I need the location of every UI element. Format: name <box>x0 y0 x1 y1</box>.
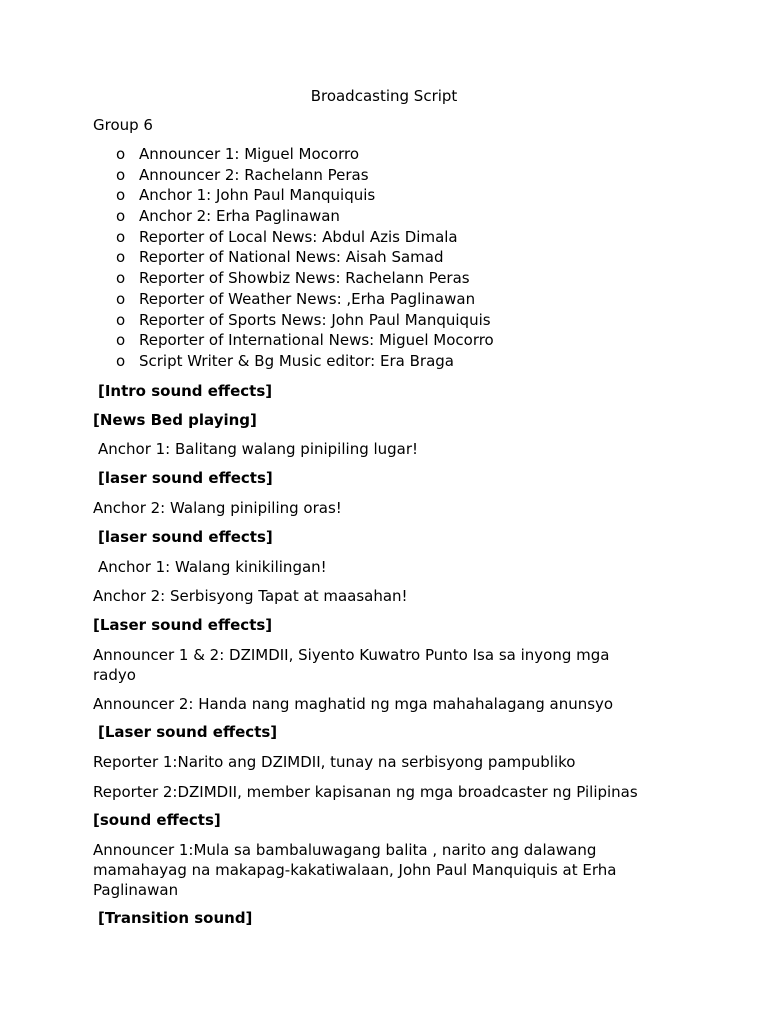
list-item <box>0 227 768 248</box>
list-item <box>0 144 768 165</box>
cue-laser-sound-effects: [laser sound effects] <box>98 528 273 546</box>
member-announcer-1: Announcer 1: Miguel Mocorro <box>139 145 360 163</box>
cue-sound-effects: [sound effects] <box>93 811 221 829</box>
script-line-announcer-2: Announcer 2: Handa nang maghatid ng mga mahahalagang anunsyo <box>93 695 614 713</box>
cue-laser-sound-effects: [Laser sound effects] <box>98 723 278 741</box>
bullet-marker-icon: o <box>116 351 126 370</box>
list-item <box>0 247 768 268</box>
list-item <box>0 310 768 331</box>
members-list <box>0 144 768 372</box>
member-national-news: Reporter of National News: Aisah Samad <box>139 248 444 267</box>
member-showbiz-news: Reporter of Showbiz News: Rachelann Peras <box>139 269 470 288</box>
list-item <box>0 330 768 351</box>
bullet-marker-icon: o <box>116 145 126 163</box>
bullet-marker-icon: o <box>116 207 126 226</box>
cue-laser-sound-effects: [Laser sound effects] <box>93 616 273 634</box>
cue-news-bed-playing: [News Bed playing] <box>93 411 257 429</box>
member-international-news: Reporter of International News: Miguel Mocorro <box>139 331 494 350</box>
list-item <box>0 165 768 186</box>
bullet-marker-icon: o <box>116 331 126 350</box>
bullet-marker-icon: o <box>116 310 126 329</box>
list-item <box>0 185 768 206</box>
group-label: Group 6 <box>93 116 153 134</box>
bullet-marker-icon: o <box>116 165 126 184</box>
member-announcer-2: Announcer 2: Rachelann Peras <box>139 165 369 184</box>
list-item <box>0 351 768 372</box>
member-anchor-1: Anchor 1: John Paul Manquiquis <box>139 186 376 205</box>
member-sports-news: Reporter of Sports News: John Paul Manquiquis <box>139 310 491 329</box>
script-line-announcer-1: Announcer 1:Mula sa bambaluwagang balita , narito ang dalawang mamahayag na makapag-kakatiwalaan, John Paul Manquiquis at Erha Paglinawan <box>93 841 617 899</box>
script-line-reporter-1: Reporter 1:Narito ang DZIMDII, tunay na serbisyong pampubliko <box>93 753 576 771</box>
list-item <box>0 268 768 289</box>
member-local-news: Reporter of Local News: Abdul Azis Dimala <box>139 227 458 246</box>
bullet-marker-icon: o <box>116 269 126 288</box>
bullet-marker-icon: o <box>116 248 126 267</box>
cue-intro-sound-effects: [Intro sound effects] <box>98 382 273 400</box>
script-line-anchor-2: Anchor 2: Walang pinipiling oras! <box>93 499 342 517</box>
bullet-marker-icon: o <box>116 227 126 246</box>
script-line-anchor-1: Anchor 1: Balitang walang pinipiling lugar! <box>98 440 419 458</box>
document-title: Broadcasting Script <box>310 87 458 105</box>
cue-laser-sound-effects: [laser sound effects] <box>98 469 273 487</box>
list-item <box>0 206 768 227</box>
script-line-reporter-2: Reporter 2:DZIMDII, member kapisanan ng mga broadcaster ng Pilipinas <box>93 783 638 801</box>
member-script-writer: Script Writer & Bg Music editor: Era Braga <box>139 351 454 370</box>
script-line-announcers: Announcer 1 & 2: DZIMDII, Siyento Kuwatro Punto Isa sa inyong mga radyo <box>93 646 610 684</box>
list-item <box>0 289 768 310</box>
bullet-marker-icon: o <box>116 289 126 308</box>
bullet-marker-icon: o <box>116 186 126 205</box>
cue-transition-sound: [Transition sound] <box>98 909 253 927</box>
script-line-anchor-1: Anchor 1: Walang kinikilingan! <box>98 558 327 576</box>
member-weather-news: Reporter of Weather News: ,Erha Paglinawan <box>139 289 476 308</box>
member-anchor-2: Anchor 2: Erha Paglinawan <box>139 207 340 226</box>
script-line-anchor-2: Anchor 2: Serbisyong Tapat at maasahan! <box>93 587 408 605</box>
